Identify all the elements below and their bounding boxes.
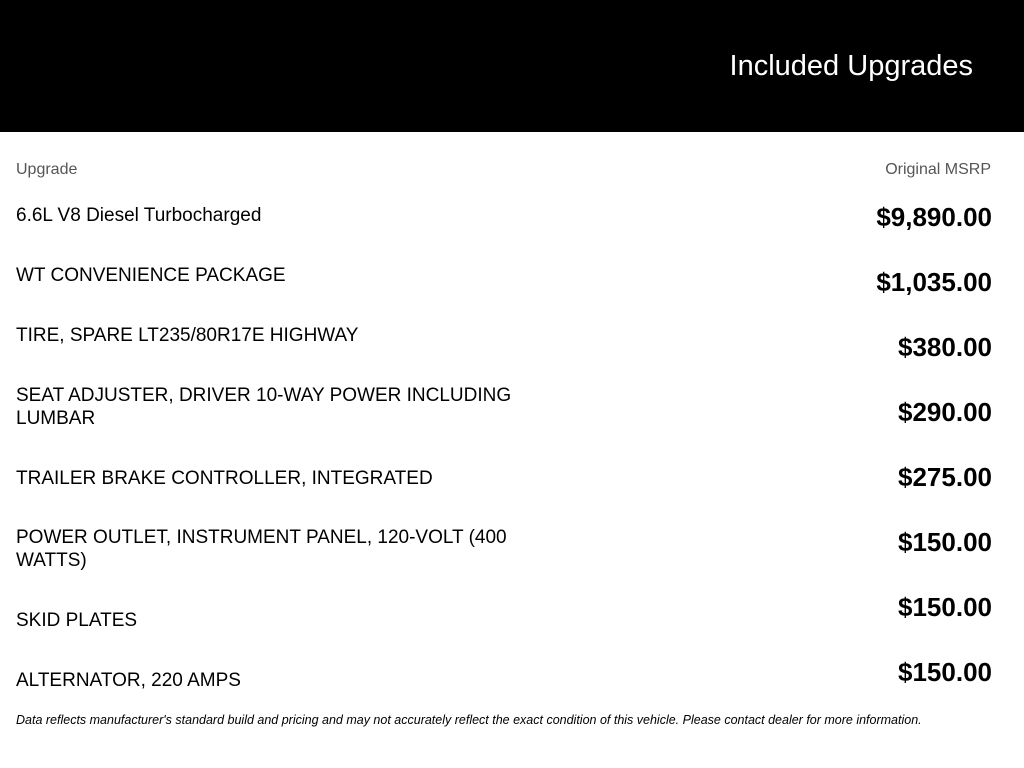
upgrade-name: 6.6L V8 Diesel Turbocharged (16, 205, 262, 226)
upgrade-name: WT CONVENIENCE PACKAGE (16, 265, 286, 286)
upgrade-row (0, 200, 1024, 260)
upgrade-row (0, 320, 1024, 380)
upgrade-name: ALTERNATOR, 220 AMPS (16, 670, 241, 691)
upgrade-name: SEAT ADJUSTER, DRIVER 10-WAY POWER INCLUDING LUMBAR (16, 385, 512, 429)
page-title: Included Upgrades (729, 50, 973, 82)
upgrade-price: $150.00 (898, 592, 992, 622)
upgrade-price: $9,890.00 (876, 202, 992, 232)
upgrade-price: $150.00 (898, 657, 992, 687)
upgrade-price: $275.00 (898, 462, 992, 492)
upgrade-row (0, 380, 1024, 440)
upgrade-row (0, 523, 1024, 583)
upgrade-name: TRAILER BRAKE CONTROLLER, INTEGRATED (16, 468, 433, 489)
upgrade-price: $1,035.00 (876, 267, 992, 297)
column-header-msrp: Original MSRP (885, 161, 991, 178)
upgrade-name: TIRE, SPARE LT235/80R17E HIGHWAY (16, 325, 359, 346)
column-header-upgrade: Upgrade (16, 161, 78, 178)
upgrade-price: $290.00 (898, 397, 992, 427)
upgrade-row (0, 260, 1024, 320)
upgrade-name: SKID PLATES (16, 610, 138, 631)
upgrade-row (0, 463, 1024, 523)
header-banner (0, 0, 1024, 132)
upgrade-row (0, 592, 1024, 666)
upgrade-price: $380.00 (898, 332, 992, 362)
disclaimer-text: Data reflects manufacturer's standard build and pricing and may not accurately reflect the exact condition of this vehicle. Please contact dealer for more information. (16, 713, 922, 727)
upgrade-price: $150.00 (898, 527, 992, 557)
upgrade-name: POWER OUTLET, INSTRUMENT PANEL, 120-VOLT (400 WATTS) (16, 527, 507, 571)
